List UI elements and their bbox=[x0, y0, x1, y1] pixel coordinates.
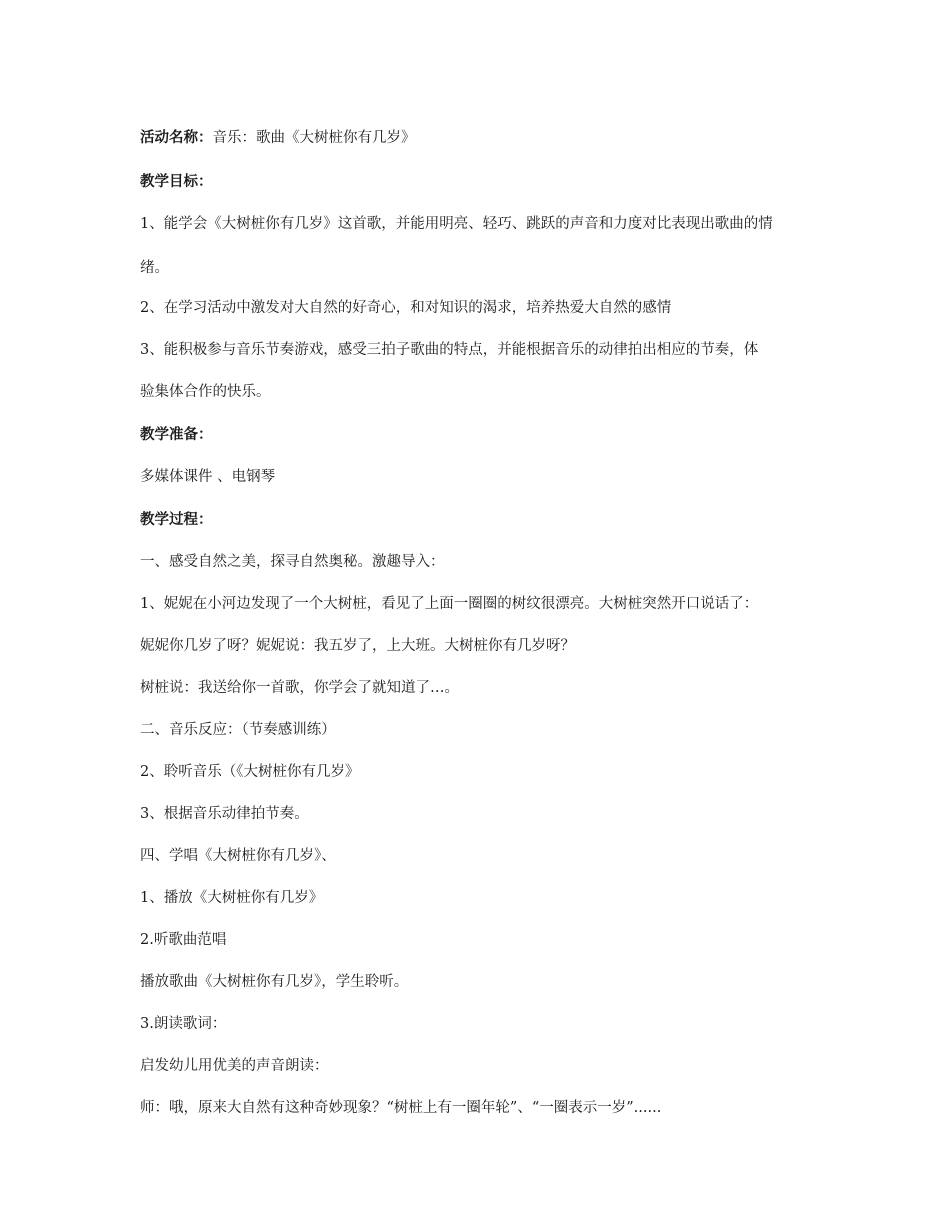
process-step-listen: 2、聆听音乐（《大树桩你有几岁》 bbox=[140, 764, 360, 780]
process-step-read-desc: 启发幼儿用优美的声音朗读： bbox=[140, 1058, 329, 1074]
prep-heading: 教学准备： bbox=[140, 426, 213, 443]
process-section-2: 二、音乐反应：（节奏感训练） bbox=[140, 722, 336, 738]
activity-name-line bbox=[140, 128, 416, 148]
process-step-rhythm: 3、根据音乐动律拍节奏。 bbox=[140, 806, 309, 822]
activity-value: 音乐：歌曲《大树桩你有几岁》 bbox=[212, 130, 416, 146]
process-story-line-2: 妮妮你几岁了呀？妮妮说：我五岁了，上大班。大树桩你有几岁呀？ bbox=[140, 638, 575, 654]
process-teacher-line: 师：哦，原来大自然有这种奇妙现象？“树桩上有一圈年轮”、“一圈表示一岁”...... bbox=[140, 1100, 662, 1116]
process-heading: 教学过程： bbox=[140, 511, 213, 528]
goal-1-line-2: 绪。 bbox=[140, 260, 169, 276]
process-step-demo-desc: 播放歌曲《大树桩你有几岁》，学生聆听。 bbox=[140, 974, 409, 990]
process-section-4: 四、学唱《大树桩你有几岁》、 bbox=[140, 848, 336, 864]
goal-2: 2、在学习活动中激发对大自然的好奇心，和对知识的渴求，培养热爱大自然的感情 bbox=[140, 300, 672, 316]
process-section-1: 一、感受自然之美，探寻自然奥秘。激趣导入： bbox=[140, 554, 445, 570]
goal-1-line-1: 1、能学会《大树桩你有几岁》这首歌，并能用明亮、轻巧、跳跃的声音和力度对比表现出歌曲的情 bbox=[140, 216, 773, 232]
process-story-line-1: 1、妮妮在小河边发现了一个大树桩，看见了上面一圈圈的树纹很漂亮。大树桩突然开口说话了： bbox=[140, 596, 759, 612]
process-step-play: 1、播放《大树桩你有几岁》 bbox=[140, 890, 324, 906]
process-step-demo: 2.听歌曲范唱 bbox=[140, 932, 227, 948]
process-story-line-3: 树桩说：我送给你一首歌，你学会了就知道了…。 bbox=[140, 680, 459, 696]
goal-3-line-2: 验集体合作的快乐。 bbox=[140, 384, 271, 400]
prep-items: 多媒体课件 、电钢琴 bbox=[140, 469, 276, 485]
activity-label: 活动名称： bbox=[140, 129, 213, 146]
process-step-read: 3.朗读歌词： bbox=[140, 1016, 227, 1032]
goals-heading: 教学目标： bbox=[140, 173, 213, 190]
goal-3-line-1: 3、能积极参与音乐节奏游戏，感受三拍子歌曲的特点，并能根据音乐的动律拍出相应的节奏，体 bbox=[140, 342, 759, 358]
